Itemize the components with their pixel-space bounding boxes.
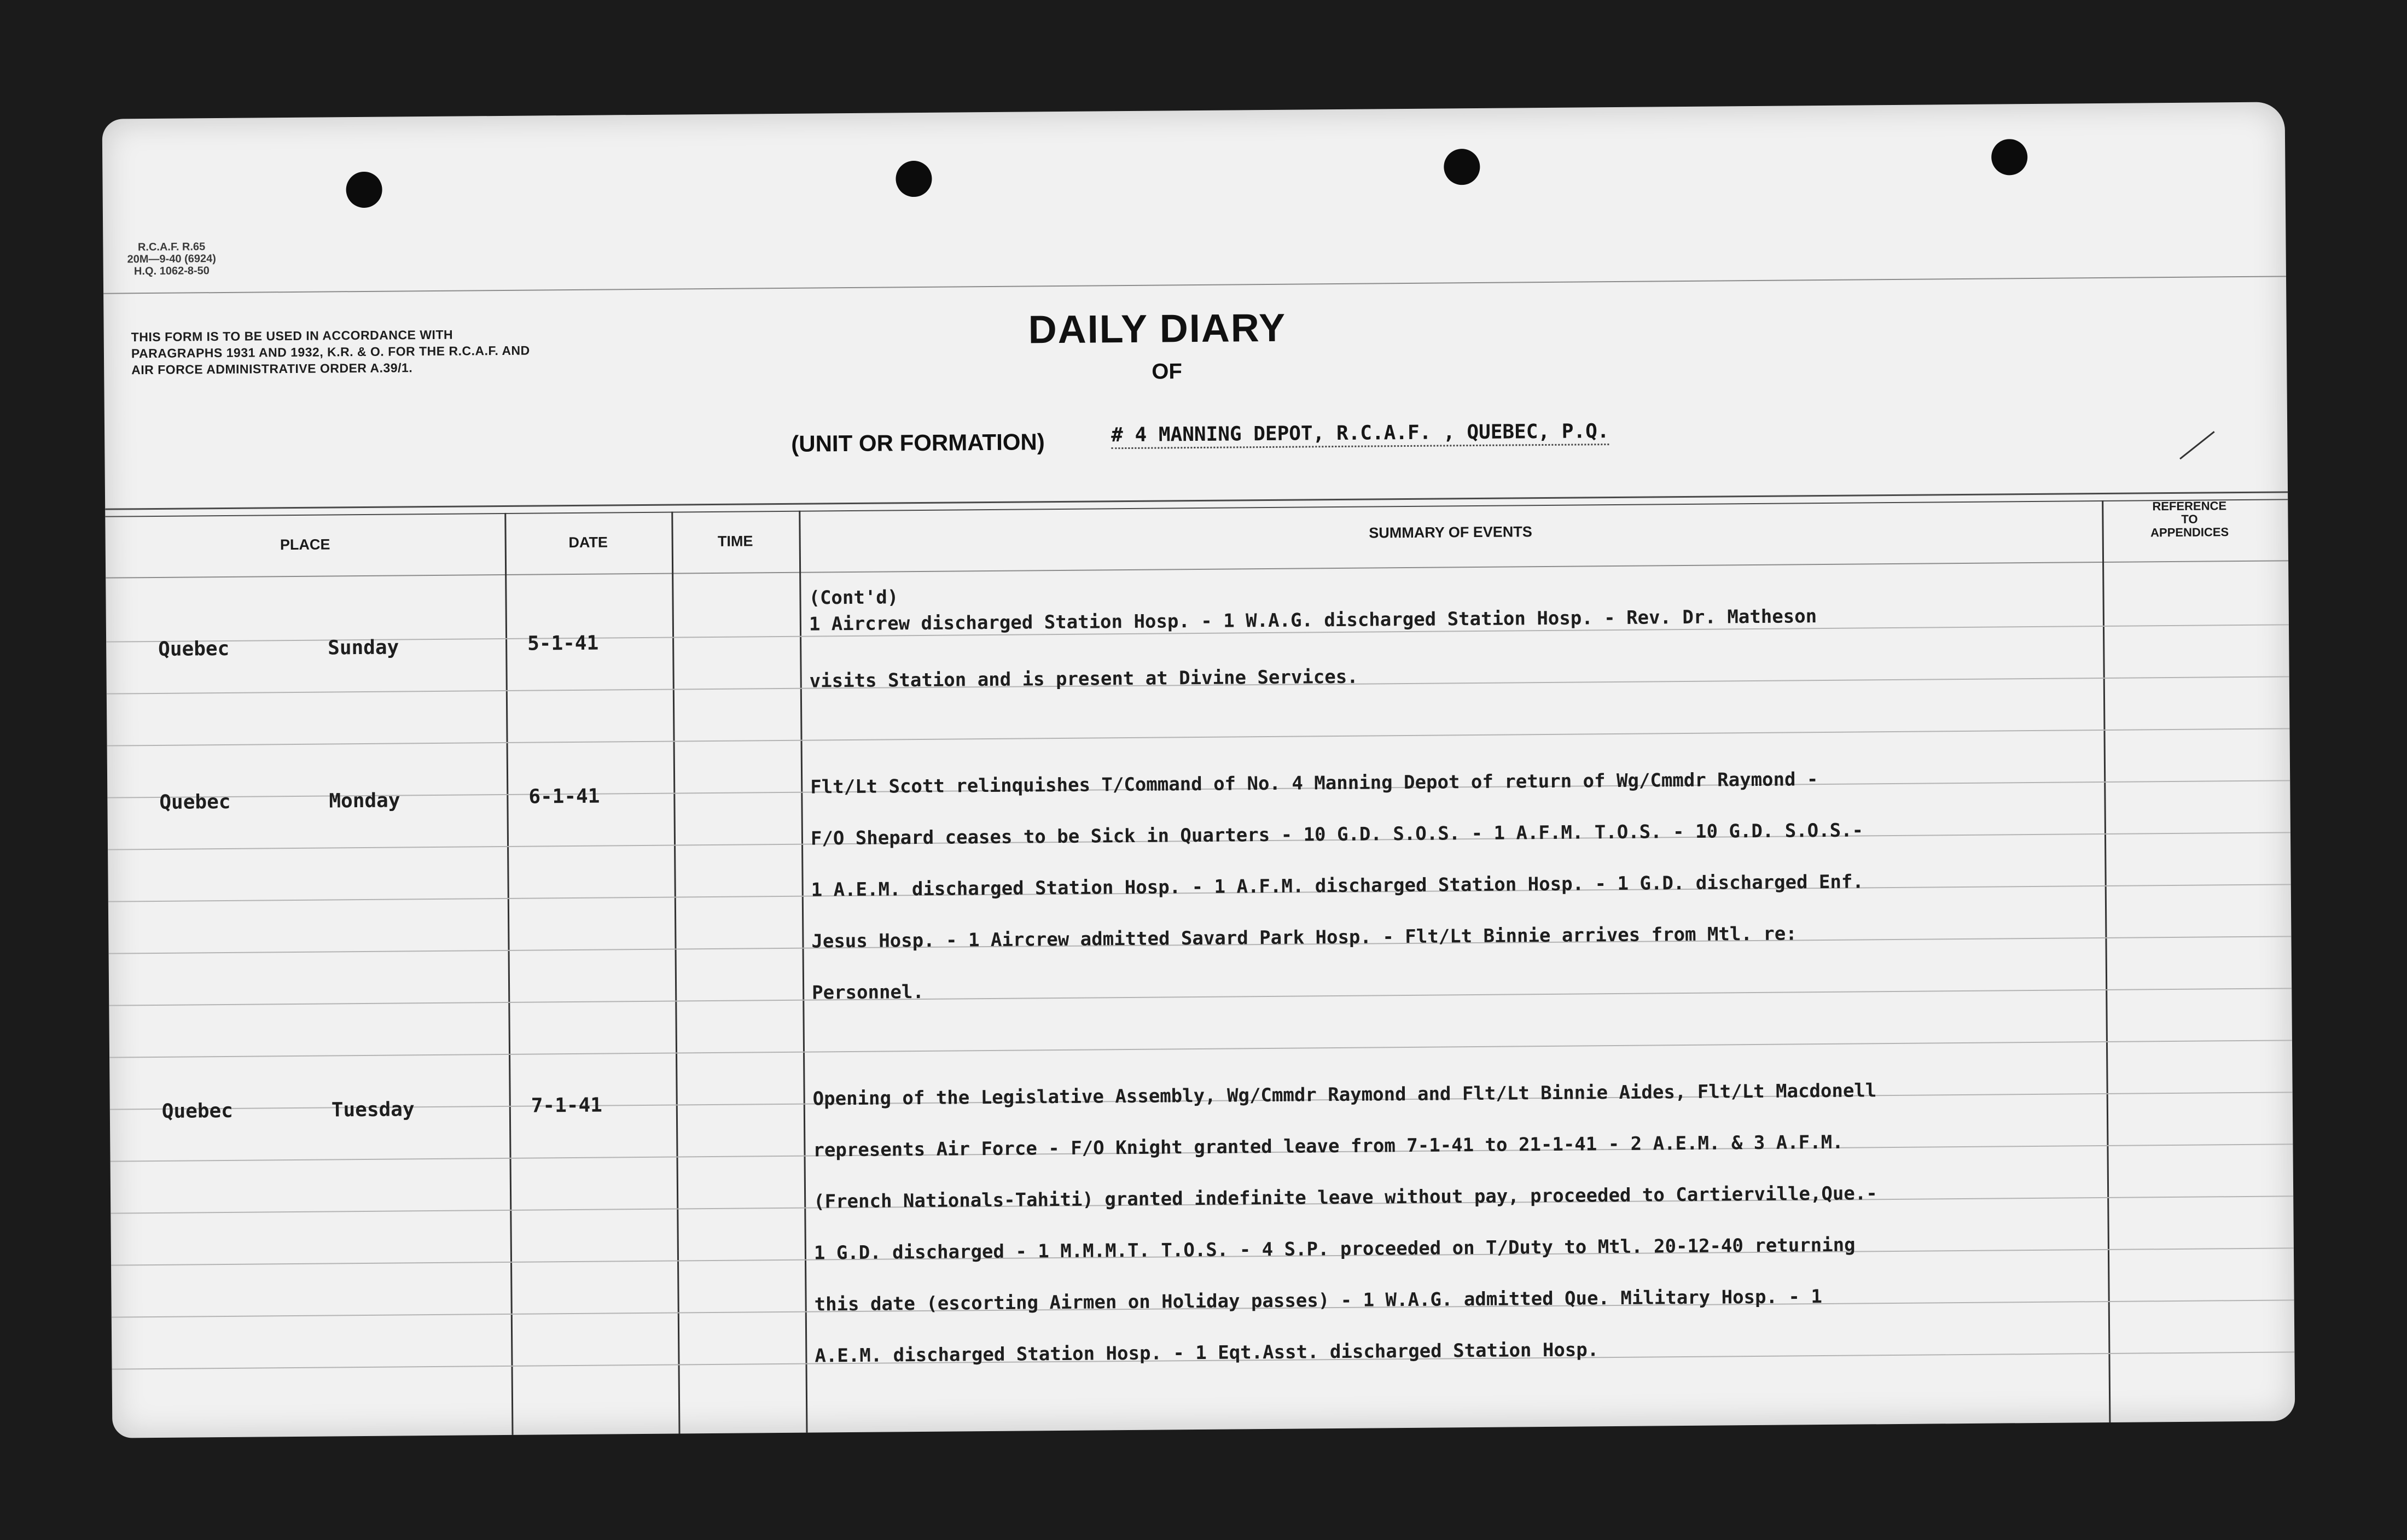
reference-header-line: REFERENCE [2152,499,2227,514]
reference-header-line: TO [2181,512,2198,526]
ruled-line [109,1040,2292,1058]
column-header-place: PLACE [280,536,330,553]
punch-hole [1991,139,2028,176]
column-header-time: TIME [717,533,753,550]
column-divider [799,511,807,1438]
column-divider [671,512,680,1438]
ruled-line [109,988,2292,1006]
column-divider [504,513,513,1438]
entry-line: A.E.M. discharged Station Hosp. - 1 Eqt.Asst. discharged Station Hosp. [815,1339,1599,1367]
entry-line: (French Nationals-Tahiti) granted indefinite leave without pay, proceeded to Cartierville,Que.- [813,1182,1877,1213]
header-rule [103,276,2286,294]
entry-line: Flt/Lt Scott relinquishes T/Command of No. 4 Manning Depot of return of Wg/Cmmdr Raymond - [810,768,1818,798]
entry-line: visits Station and is present at Divine Services. [809,666,1358,692]
column-header-rule [106,560,2288,578]
reference-header-line: APPENDICES [2150,525,2229,540]
punch-hole [346,172,382,208]
entry-day: Sunday [328,636,399,660]
entry-day: Monday [329,789,400,813]
entry-day: Tuesday [331,1098,415,1122]
unit-value: # 4 MANNING DEPOT, R.C.A.F. , QUEBEC, P.Q. [1111,420,1609,449]
pen-mark [2179,431,2215,459]
punch-hole [896,161,932,197]
form-instructions: THIS FORM IS TO BE USED IN ACCORDANCE WITH PARAGRAPHS 1931 AND 1932, K.R. & O. FOR THE R.C.A.F. AND AIR FORCE ADMINISTRATIVE ORDER A.39/1. [131,327,530,377]
unit-label: (UNIT OR FORMATION) [791,429,1045,457]
form-code [127,241,216,277]
entry-line: (Cont'd) [809,586,899,609]
entry-date: 5-1-41 [527,632,599,655]
entry-place: Quebec [159,790,231,814]
punch-hole [1444,149,1480,185]
form-code-line: R.C.A.F. R.65 [137,241,206,254]
entry-line: this date (escorting Airmen on Holiday passes) - 1 W.A.G. admitted Que. Military Hosp. - 1 [814,1286,1823,1316]
column-divider [2102,500,2111,1430]
column-header-date: DATE [568,534,608,551]
form-code-line: 20M—9-40 (6924) [127,253,217,266]
diary-form-sheet [102,102,2295,1438]
entry-place: Quebec [158,637,230,661]
entry-line: represents Air Force - F/O Knight granted leave from 7-1-41 to 21-1-41 - 2 A.E.M. & 3 A.F.M. [813,1131,1844,1162]
entry-line: Jesus Hosp. - 1 Aircrew admitted Savard Park Hosp. - Flt/Lt Binnie arrives from Mtl. re: [811,923,1797,953]
entry-date: 7-1-41 [531,1094,602,1117]
ruled-line [107,728,2290,746]
entry-line: F/O Shepard ceases to be Sick in Quarters - 10 G.D. S.O.S. - 1 A.F.M. T.O.S. - 10 G.D. S.O.S.- [810,819,1864,850]
table-top-rule-secondary [105,499,2288,517]
entry-line: 1 Aircrew discharged Station Hosp. - 1 W.A.G. discharged Station Hosp. - Rev. Dr. Matheson [809,605,1817,635]
column-header-reference [2102,499,2277,540]
entry-place: Quebec [161,1099,234,1123]
entry-line: 1 G.D. discharged - 1 M.M.M.T. T.O.S. - 4 S.P. proceeded on T/Duty to Mtl. 20-12-40 returning [813,1234,1856,1264]
page-title: DAILY DIARY [1028,306,1287,352]
title-of: OF [1152,359,1182,384]
entry-date: 6-1-41 [528,785,600,808]
column-header-summary: SUMMARY OF EVENTS [1369,523,1532,541]
entry-line: Opening of the Legislative Assembly, Wg/Cmmdr Raymond and Flt/Lt Binnie Aides, Flt/Lt Macdonell [812,1080,1877,1110]
entry-line: 1 A.E.M. discharged Station Hosp. - 1 A.F.M. discharged Station Hosp. - 1 G.D. discharged Enf. [811,871,1864,901]
form-code-line: H.Q. 1062-8-50 [133,265,210,278]
entry-line: Personnel. [812,981,925,1004]
